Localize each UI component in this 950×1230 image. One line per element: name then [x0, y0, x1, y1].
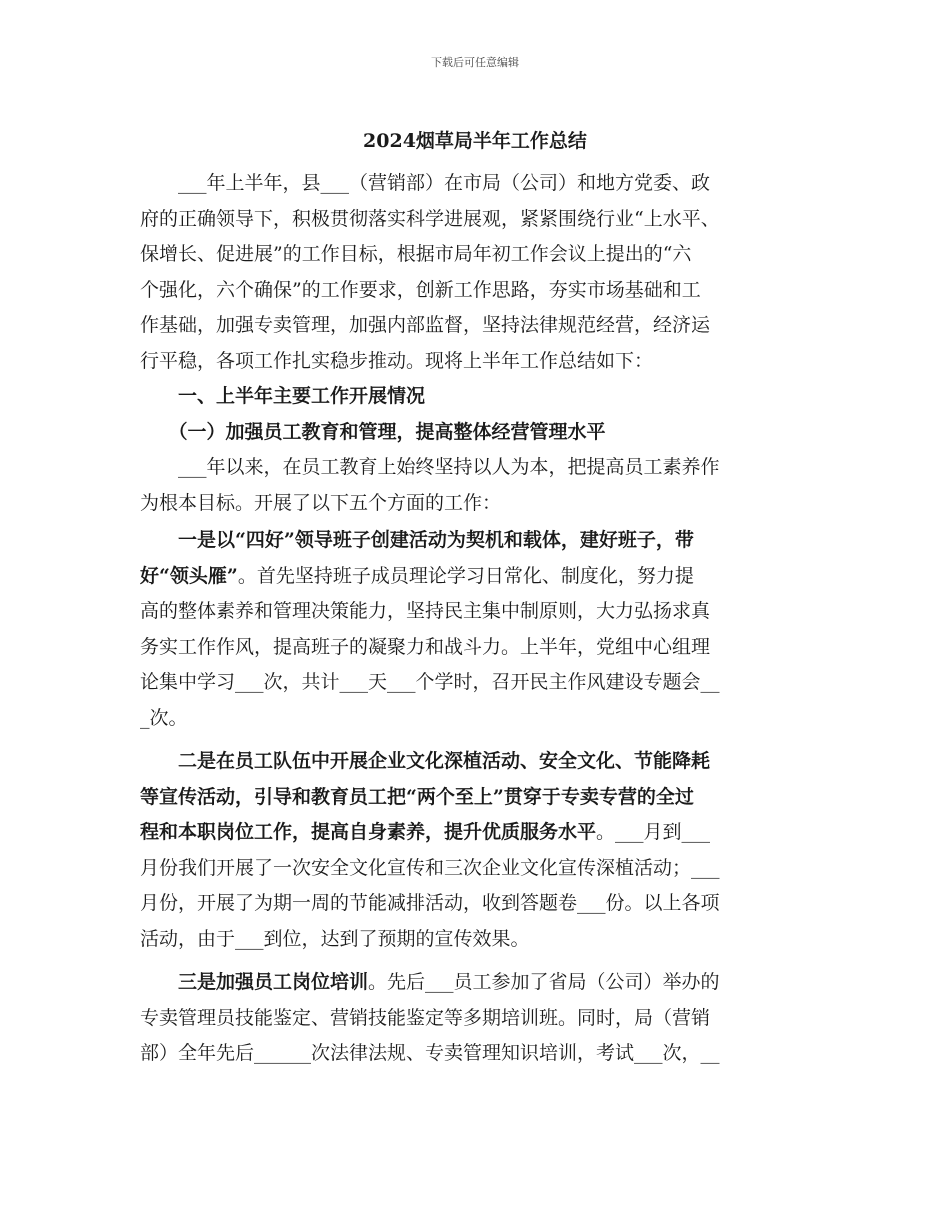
body-text: 月份我们开展了一次安全文化宣传和三次企业文化宣传深植活动；___	[140, 856, 720, 879]
document-title: 2024烟草局半年工作总结	[363, 130, 587, 152]
body-text: 行平稳，各项工作扎实稳步推动。现将上半年工作总结如下：	[140, 349, 654, 372]
body-line	[140, 308, 812, 344]
body-line	[140, 559, 812, 595]
bold-text: 等宣传活动，引导和教育员工把“两个至上”贯穿于专卖专营的全过	[140, 785, 694, 808]
body-line	[140, 415, 812, 451]
body-line	[140, 450, 812, 486]
body-line	[140, 237, 812, 273]
body-text: 。___月到___	[596, 821, 711, 843]
body-line	[140, 166, 812, 202]
body-line	[140, 630, 812, 666]
body-text: 为根本目标。开展了以下五个方面的工作：	[140, 491, 502, 514]
body-line	[140, 851, 812, 887]
body-line	[140, 344, 812, 380]
body-line	[140, 379, 812, 415]
bold-text: 三是加强员工岗位培训	[140, 971, 369, 993]
bold-text: 程和本职岗位工作，提高自身素养，提升优质服务水平	[140, 821, 597, 843]
body-line	[140, 815, 812, 851]
body-line	[140, 273, 812, 309]
body-line	[140, 744, 812, 780]
bold-text: 一、上半年主要工作开展情况	[140, 385, 426, 407]
body-line	[140, 886, 812, 922]
body-text: ___年以来，在员工教育上始终坚持以人为本，把提高员工素养作	[140, 456, 720, 478]
page-header-note: 下载后可任意编辑	[431, 56, 519, 69]
body-text: 。先后___员工参加了省局（公司）举办的	[368, 971, 720, 993]
body-text: 高的整体素养和管理决策能力，坚持民主集中制原则，大力弘扬求真	[140, 600, 711, 622]
bold-text: 一是以“四好”领导班子创建活动为契机和载体，建好班子，带	[140, 529, 694, 551]
document-body	[140, 166, 812, 1072]
body-text: 部）全年先后______次法律法规、专卖管理知识培训，考试___次，__	[140, 1042, 720, 1064]
body-text: 论集中学习___次，共计___天___个学时，召开民主作风建设专题会__	[140, 671, 720, 693]
body-line	[140, 523, 812, 559]
body-line	[140, 701, 812, 737]
body-text: 作基础，加强专卖管理，加强内部监督，坚持法律规范经营，经济运	[140, 314, 711, 336]
body-text: 。首先坚持班子成员理论学习日常化、制度化，努力提	[237, 564, 694, 587]
body-text: 府的正确领导下，积极贯彻落实科学进展观，紧紧围绕行业“上水平、	[140, 207, 720, 230]
body-line	[140, 486, 812, 522]
body-line	[140, 1001, 812, 1037]
body-text: ___年上半年，县___（营销部）在市局（公司）和地方党委、政	[140, 172, 711, 194]
bold-text: 好“领头雁”	[140, 564, 238, 587]
body-text: 活动，由于___到位，达到了预期的宣传效果。	[140, 927, 530, 950]
body-line	[140, 922, 812, 958]
body-text: 个强化，六个确保”的工作要求，创新工作思路，夯实市场基础和工	[140, 278, 701, 301]
bold-text: （一）加强员工教育和管理，提高整体经营管理水平	[140, 420, 606, 443]
body-text: 务实工作作风，提高班子的凝聚力和战斗力。上半年，党组中心组理	[140, 635, 711, 658]
body-line	[140, 665, 812, 701]
bold-text: 二是在员工队伍中开展企业文化深植活动、安全文化、节能降耗	[140, 750, 711, 772]
body-text: _次。	[140, 706, 188, 729]
body-line	[140, 202, 812, 238]
body-text: 月份，开展了为期一周的节能减排活动，收到答题卷___份。以上各项	[140, 892, 720, 914]
body-text: 保增长、促进展”的工作目标，根据市局年初工作会议上提出的“六	[140, 243, 692, 265]
body-line	[140, 594, 812, 630]
body-line	[140, 965, 812, 1001]
body-text: 专卖管理员技能鉴定、营销技能鉴定等多期培训班。同时，局（营销	[140, 1006, 711, 1029]
body-line	[140, 1036, 812, 1072]
body-line	[140, 780, 812, 816]
